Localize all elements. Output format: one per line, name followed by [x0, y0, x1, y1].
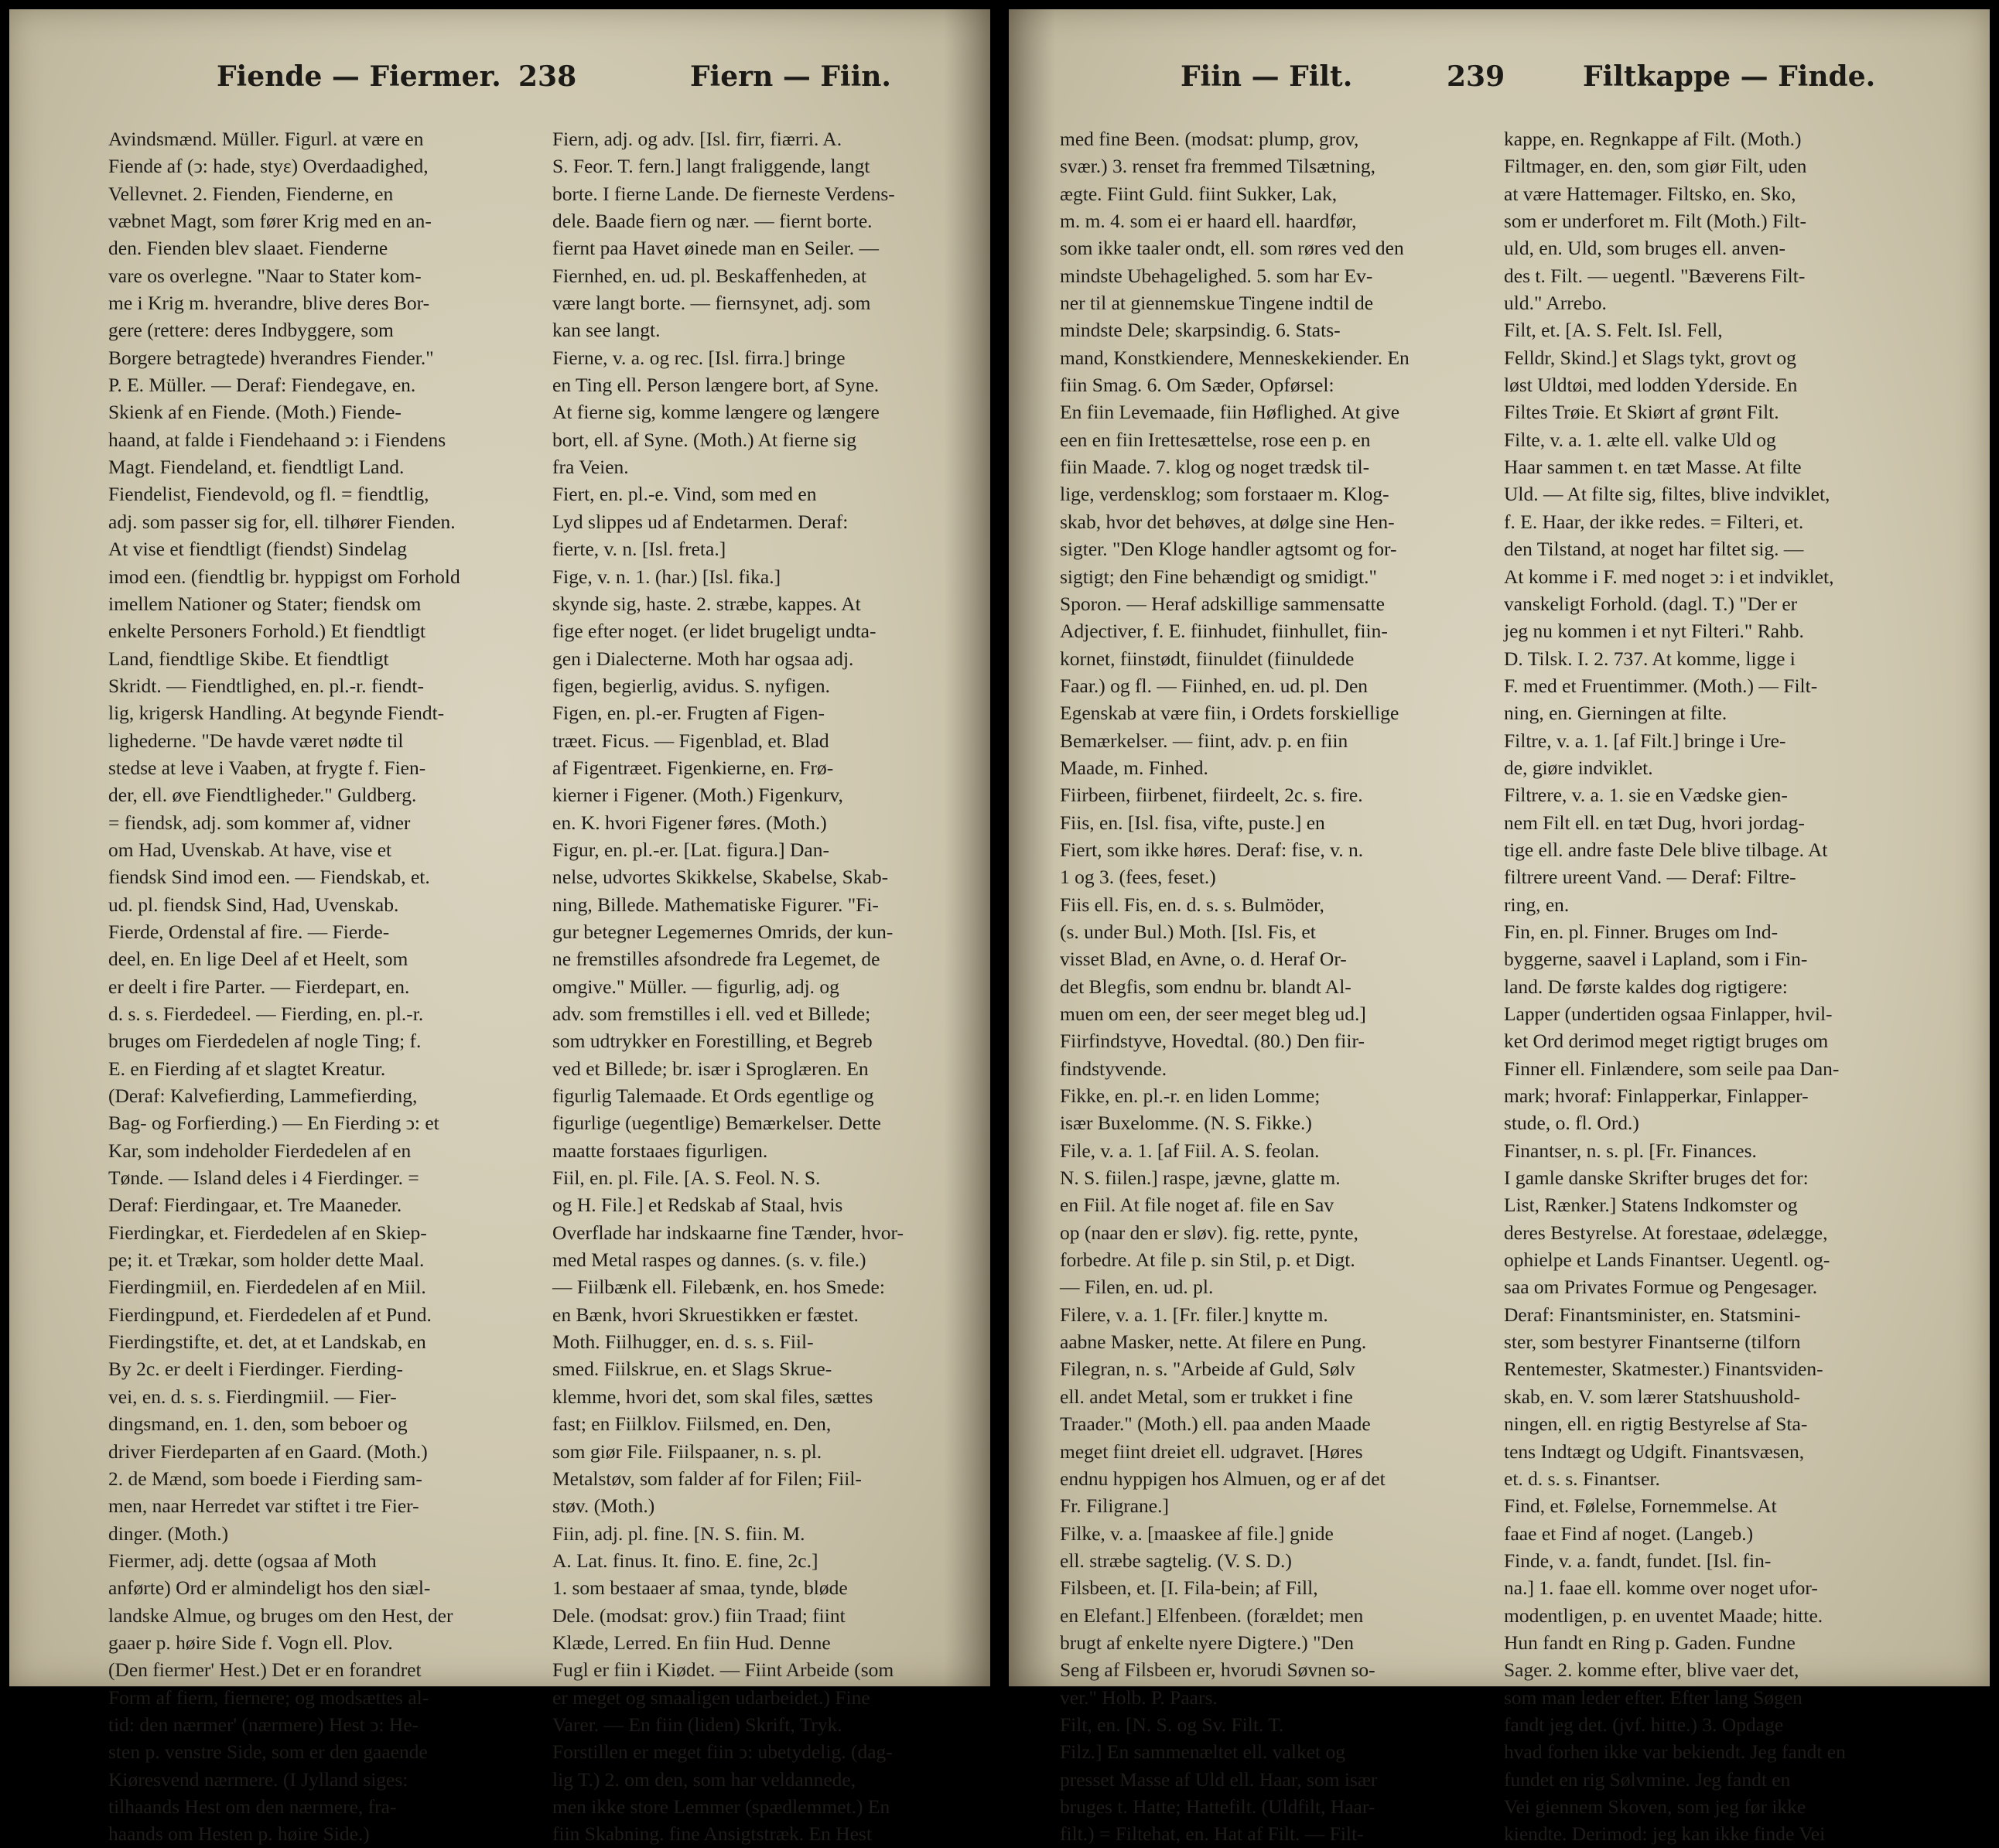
text-line: Fiende af (ↄ: hade, styε) Overdaadighed, — [108, 155, 429, 178]
text-line: = fiendsk, adj. som kommer af, vidner — [108, 811, 411, 834]
text-line: Land, fiendtlige Skibe. Et fiendtligt — [108, 647, 389, 670]
text-line: figurlige (uegentlige) Bemærkelser. Dette — [552, 1112, 881, 1135]
text-line: tilhaands Hest om den nærmere, fra- — [108, 1795, 397, 1818]
text-line: faae et Find af noget. (Langeb.) — [1504, 1522, 1754, 1545]
text-line: driver Fierdeparten af en Gaard. (Moth.) — [108, 1440, 428, 1463]
text-line: Filke, v. a. [maaskee af file.] gnide — [1060, 1522, 1334, 1545]
text-line: støv. (Moth.) — [552, 1494, 655, 1518]
text-line: At vise et fiendtligt (fiendst) Sindelag — [108, 538, 407, 561]
text-line: skab, en. V. som lærer Statshuushold- — [1504, 1385, 1800, 1408]
text-line: visset Blad, en Avne, o. d. Heraf Or- — [1060, 948, 1347, 971]
text-line: Traader." (Moth.) ell. paa anden Maade — [1060, 1412, 1371, 1436]
text-line: forbedre. At file p. sin Stil, p. et Digt. — [1060, 1249, 1355, 1272]
text-line: ring, en. — [1504, 893, 1570, 916]
text-column-2 — [1504, 125, 1942, 1848]
text-line: Haar sammen t. en tæt Masse. At filte — [1504, 456, 1802, 479]
text-line: landske Almue, og bruges om den Hest, der — [108, 1604, 453, 1627]
text-line: Bemærkelser. — fiint, adv. p. en fiin — [1060, 729, 1348, 752]
text-line: fast; en Fiilklov. Fiilsmed, en. Den, — [552, 1412, 832, 1436]
text-line: med fine Been. (modsat: plump, grov, — [1060, 128, 1359, 150]
text-line: findstyvende. — [1060, 1057, 1167, 1080]
text-line: løst Uldtøi, med lodden Yderside. En — [1504, 374, 1798, 397]
text-line: tens Indtægt og Udgift. Finantsvæsen, — [1504, 1440, 1805, 1463]
left-page — [9, 9, 990, 1846]
text-line: om Had, Uvenskab. At have, vise et — [108, 838, 392, 861]
text-line: Fierdingpund, et. Fierdedelen af et Pund. — [108, 1303, 432, 1326]
text-line: Filere, v. a. 1. [Fr. filer.] knytte m. — [1060, 1303, 1328, 1326]
text-line: ell. stræbe sagtelig. (V. S. D.) — [1060, 1549, 1292, 1572]
text-line: anførte) Ord er almindeligt hos den siæl- — [108, 1576, 431, 1600]
header-right-guide-words: Fiern — Fiin. — [690, 60, 891, 93]
text-line: ne fremstilles afsondrede fra Legemet, de — [552, 948, 880, 971]
text-line: na.] 1. faae ell. komme over noget ufor- — [1504, 1576, 1818, 1600]
text-line: Egenskab at være fiin, i Ordets forskiellige — [1060, 702, 1399, 725]
text-line: Filz.] En sammenæltet ell. valket og — [1060, 1740, 1345, 1764]
text-line: som udtrykker en Forestilling, et Begreb — [552, 1030, 873, 1053]
text-line: sigtigt; den Fine behændigt og smidigt." — [1060, 565, 1377, 588]
text-line: een en fiin Irettesættelse, rose een p. en — [1060, 428, 1371, 451]
text-line: — Filen, en. ud. pl. — [1060, 1276, 1214, 1299]
text-line: Rentemester, Skatmester.) Finantsviden- — [1504, 1358, 1823, 1381]
text-line: land. De første kaldes dog rigtigere: — [1504, 975, 1788, 998]
text-line: Fiern, adj. og adv. [Isl. firr, fiærri. A. — [552, 128, 842, 150]
text-line: kierner i Figener. (Moth.) Figenkurv, — [552, 784, 843, 807]
text-line: Fr. Filigrane.] — [1060, 1494, 1169, 1518]
text-column-1 — [1060, 125, 1498, 1848]
text-line: lighederne. "De havde været nødte til — [108, 729, 404, 752]
text-line: Kiøresvend nærmere. (I Jylland siges: — [108, 1768, 408, 1791]
text-line: Finantser, n. s. pl. [Fr. Finances. — [1504, 1139, 1757, 1162]
text-line: især Buxelomme. (N. S. Fikke.) — [1060, 1112, 1312, 1135]
text-line: Filtmager, en. den, som giør Filt, uden — [1504, 155, 1807, 178]
text-line: skab, hvor det behøves, at dølge sine Hen- — [1060, 510, 1395, 533]
text-line: fiernt paa Havet øinede man en Seiler. — — [552, 237, 880, 260]
text-line: filtrere ureent Vand. — Deraf: Filtre- — [1504, 866, 1796, 889]
text-line: Fiis, en. [Isl. fisa, vifte, puste.] en — [1060, 811, 1325, 834]
text-line: Skridt. — Fiendtlighed, en. pl.-r. fiendt- — [108, 674, 424, 697]
text-line: op (naar den er sløv). fig. rette, pynte, — [1060, 1221, 1358, 1244]
text-line: ningen, ell. en rigtig Bestyrelse af Sta- — [1504, 1412, 1808, 1436]
text-line: ophielpe et Lands Finantser. Uegentl. og- — [1504, 1249, 1830, 1272]
text-line: kornet, fiinstødt, fiinuldet (fiinuldede — [1060, 647, 1355, 670]
text-line: endnu hyppigen hos Almuen, og er af det — [1060, 1467, 1386, 1490]
text-line: der, ell. øve Fiendtligheder." Guldberg. — [108, 784, 417, 807]
text-line: Hun fandt en Ring p. Gaden. Fundne — [1504, 1631, 1796, 1654]
text-line: Bag- og Forfierding.) — En Fierding ↄ: et — [108, 1112, 439, 1135]
text-line: den. Fienden blev slaaet. Fienderne — [108, 237, 388, 260]
text-line: Fiin, adj. pl. fine. [N. S. fiin. M. — [552, 1522, 805, 1545]
text-line: Seng af Filsbeen er, hvorudi Søvnen so- — [1060, 1658, 1375, 1682]
text-line: Fierdingstifte, et. det, at et Landskab, en — [108, 1330, 426, 1354]
text-line: nelse, udvortes Skikkelse, Skabelse, Skab- — [552, 866, 889, 889]
text-line: 1 og 3. (fees, feset.) — [1060, 866, 1216, 889]
text-line: gur betegner Legemernes Omrids, der kun- — [552, 920, 894, 943]
text-line: muen om een, der seer meget bleg ud.] — [1060, 1003, 1366, 1025]
text-line: mand, Konstkiendere, Menneskekiender. En — [1060, 346, 1410, 369]
text-line: (Deraf: Kalvefierding, Lammefierding, — [108, 1085, 418, 1108]
text-line: bruges t. Hatte; Hattefilt. (Uldfilt, Haar- — [1060, 1795, 1375, 1818]
text-line: I gamle danske Skrifter bruges det for: — [1504, 1167, 1809, 1190]
text-line: dinger. (Moth.) — [108, 1522, 229, 1545]
text-line: jeg nu kommen i et nyt Filteri." Rahb. — [1504, 620, 1804, 643]
text-column-2 — [552, 125, 990, 1848]
text-line: haand, at falde i Fiendehaand ↄ: i Fiendens — [108, 428, 446, 451]
text-line: væbnet Magt, som fører Krig med en an- — [108, 210, 432, 233]
text-line: Forstillen er meget fiin ↄ: ubetydelig. (dag- — [552, 1740, 893, 1764]
text-line: tid: den nærmer' (nærmere) Hest ↄ: He- — [108, 1713, 419, 1736]
text-line: Filegran, n. s. "Arbeide af Guld, Sølv — [1060, 1358, 1355, 1381]
text-line: Fierdingmiil, en. Fierdedelen af en Miil. — [108, 1276, 426, 1299]
text-line: ægte. Fiint Guld. fiint Sukker, Lak, — [1060, 182, 1338, 205]
text-line: saa om Privates Formue og Pengesager. — [1504, 1276, 1818, 1299]
text-line: adj. som passer sig for, ell. tilhører Fienden. — [108, 510, 456, 533]
text-line: uld." Arrebo. — [1504, 292, 1607, 315]
header-right-guide-words: Filtkappe — Finde. — [1583, 60, 1876, 93]
text-line: Figur, en. pl.-er. [Lat. figura.] Dan- — [552, 838, 829, 861]
text-line: imod een. (fiendtlig br. hyppigst om Forhold — [108, 565, 460, 588]
text-line: bruges om Fierdedelen af nogle Ting; f. — [108, 1030, 422, 1053]
page-number: 239 — [1447, 60, 1505, 93]
text-line: Dele. (modsat: grov.) fiin Traad; fiint — [552, 1604, 846, 1627]
text-line: Fikke, en. pl.-r. en liden Lomme; — [1060, 1085, 1321, 1108]
text-line: Finner ell. Finlændere, som seile paa Dan- — [1504, 1057, 1840, 1080]
text-line: Form af fiern, fiernere; og modsættes al- — [108, 1686, 429, 1709]
header-left-guide-words: Fiin — Filt. — [1181, 60, 1353, 93]
text-line: Maade, m. Finhed. — [1060, 756, 1208, 779]
text-line: hvad forhen ikke var bekiendt. Jeg fandt en — [1504, 1740, 1846, 1764]
text-line: S. Feor. T. fern.] langt fraliggende, langt — [552, 155, 870, 178]
text-line: kan see langt. — [552, 319, 661, 342]
text-line: ver." Holb. P. Paars. — [1060, 1686, 1218, 1709]
text-line: modentligen, p. en uventet Maade; hitte. — [1504, 1604, 1823, 1627]
text-line: meget fiint dreiet ell. udgravet. [Høres — [1060, 1440, 1363, 1463]
text-line: Lyd slippes ud af Endetarmen. Deraf: — [552, 510, 849, 533]
text-line: Filtrere, v. a. 1. sie en Vædske gien- — [1504, 784, 1788, 807]
text-line: P. E. Müller. — Deraf: Fiendegave, en. — [108, 374, 416, 397]
text-line: deres Bestyrelse. At forestaae, ødelægge, — [1504, 1221, 1828, 1244]
running-head — [9, 60, 990, 107]
text-line: en Elefant.] Elfenbeen. (forældet; men — [1060, 1604, 1364, 1627]
text-line: en Bænk, hvori Skruestikken er fæstet. — [552, 1303, 859, 1326]
text-line: som giør File. Fiilspaaner, n. s. pl. — [552, 1440, 822, 1463]
text-line: ket Ord derimod meget rigtigt bruges om — [1504, 1030, 1829, 1053]
text-line: Filtes Trøie. Et Skiørt af grønt Filt. — [1504, 401, 1779, 424]
text-line: Vellevnet. 2. Fienden, Fienderne, en — [108, 182, 394, 205]
text-line: mindste Dele; skarpsindig. 6. Stats- — [1060, 319, 1341, 342]
text-line: lige, verdensklog; som forstaaer m. Klog- — [1060, 483, 1389, 506]
text-line: Klæde, Lerred. En fiin Hud. Denne — [552, 1631, 831, 1654]
text-line: Fierdingkar, et. Fierdedelen af en Skiep- — [108, 1221, 427, 1244]
text-line: Fiermer, adj. dette (ogsaa af Moth — [108, 1549, 377, 1572]
text-line: Tønde. — Island deles i 4 Fierdinger. = — [108, 1167, 419, 1190]
text-line: ner til at giennemskue Tingene indtil de — [1060, 292, 1374, 315]
text-line: F. med et Fruentimmer. (Moth.) — Filt- — [1504, 674, 1818, 697]
text-line: fandt jeg det. (jvf. hitte.) 3. Opdage — [1504, 1713, 1784, 1736]
text-line: gen i Dialecterne. Moth har ogsaa adj. — [552, 647, 854, 670]
text-line: Varer. — En fiin (liden) Skrift, Tryk. — [552, 1713, 842, 1736]
text-line: lig, krigersk Handling. At begynde Fiendt- — [108, 702, 445, 725]
text-line: At fierne sig, komme længere og længere — [552, 401, 880, 424]
text-line: pe; it. et Trækar, som holder dette Maal. — [108, 1249, 425, 1272]
text-line: adv. som fremstilles i ell. ved et Billede; — [552, 1003, 871, 1025]
text-line: Felldr, Skind.] et Slags tykt, grovt og — [1504, 346, 1796, 369]
text-line: fige efter noget. (er lidet brugeligt undta- — [552, 620, 876, 643]
text-line: imellem Nationer og Stater; fiendsk om — [108, 592, 422, 615]
text-line: ell. andet Metal, som er trukket i fine — [1060, 1385, 1353, 1408]
text-line: Find, et. Følelse, Fornemmelse. At — [1504, 1494, 1777, 1518]
text-line: Deraf: Finantsminister, en. Statsmini- — [1504, 1303, 1801, 1326]
text-line: det Blegfis, som endnu br. blandt Al- — [1060, 975, 1351, 998]
text-line: aabne Masker, nette. At filere en Pung. — [1060, 1330, 1367, 1354]
text-line: maatte forstaaes figurligen. — [552, 1139, 768, 1162]
text-line: Uld. — At filte sig, filtes, blive indviklet, — [1504, 483, 1830, 506]
text-line: Lapper (undertiden ogsaa Finlapper, hvil- — [1504, 1003, 1833, 1025]
text-line: gere (rettere: deres Indbyggere, som — [108, 319, 394, 342]
text-line: nem Filt ell. en tæt Dug, hvori jordag- — [1504, 811, 1805, 834]
text-line: Fiil, en. pl. File. [A. S. Feol. N. S. — [552, 1167, 821, 1190]
text-line: 1. som bestaaer af smaa, tynde, bløde — [552, 1576, 848, 1600]
text-line: d. s. s. Fierdedeel. — Fierding, en. pl.-r. — [108, 1003, 424, 1025]
text-line: Fierde, Ordenstal af fire. — Fierde- — [108, 920, 390, 943]
text-line: haands om Hesten p. høire Side.) — [108, 1822, 370, 1846]
text-line: være langt borte. — fiernsynet, adj. som — [552, 292, 871, 315]
text-line: Overflade har indskaarne fine Tænder, hvor- — [552, 1221, 904, 1244]
text-line: Magt. Fiendeland, et. fiendtligt Land. — [108, 456, 405, 479]
text-line: Fiis ell. Fis, en. d. s. s. Bulmöder, — [1060, 893, 1324, 916]
text-line: (s. under Bul.) Moth. [Isl. Fis, et — [1060, 920, 1316, 943]
text-line: fundet en rig Sølvmine. Jeg fandt en — [1504, 1768, 1791, 1791]
text-line: skynde sig, haste. 2. stræbe, kappes. At — [552, 592, 861, 615]
text-line: Fugl er fiin i Kiødet. — Fiint Arbeide (som — [552, 1658, 894, 1682]
text-line: Sager. 2. komme efter, blive vaer det, — [1504, 1658, 1799, 1682]
text-line: sten p. venstre Side, som er den gaaende — [108, 1740, 428, 1764]
text-line: figen, begierlig, avidus. S. nyfigen. — [552, 674, 831, 697]
text-line: svær.) 3. renset fra fremmed Tilsætning, — [1060, 155, 1375, 178]
text-line: vei, en. d. s. s. Fierdingmiil. — Fier- — [108, 1385, 397, 1408]
page-number: 238 — [518, 60, 577, 93]
text-line: fiin Skabning. fine Ansigtstræk. En Hest — [552, 1822, 872, 1846]
text-line: lig T.) 2. om den, som har veldannede, — [552, 1768, 856, 1791]
text-line: som er underforet m. Filt (Moth.) Filt- — [1504, 210, 1806, 233]
text-line: Borgere betragtede) hverandres Fiender." — [108, 346, 434, 369]
header-left-guide-words: Fiende — Fiermer. — [217, 60, 501, 93]
text-line: Filtre, v. a. 1. [af Filt.] bringe i Ure- — [1504, 729, 1786, 752]
text-line: mindste Ubehagelighed. 5. som har Ev- — [1060, 264, 1373, 287]
text-line: vare os overlegne. "Naar to Stater kom- — [108, 264, 422, 287]
text-line: Deraf: Fierdingaar, et. Tre Maaneder. — [108, 1194, 402, 1217]
text-line: de, giøre indviklet. — [1504, 756, 1653, 779]
text-line: Fiert, en. pl.-e. Vind, som med en — [552, 483, 817, 506]
text-line: presset Masse af Uld ell. Haar, som især — [1060, 1768, 1378, 1791]
text-line: me i Krig m. hverandre, blive deres Bor- — [108, 292, 430, 315]
text-line: smed. Fiilskrue, en. et Slags Skrue- — [552, 1358, 832, 1381]
text-line: Moth. Fiilhugger, en. d. s. s. Fiil- — [552, 1330, 814, 1354]
text-line: brugt af enkelte nyere Digtere.) "Den — [1060, 1631, 1354, 1654]
text-line: Filt, en. [N. S. og Sv. Filt. T. — [1060, 1713, 1284, 1736]
text-line: Filsbeen, et. [I. Fila-bein; af Fill, — [1060, 1576, 1318, 1600]
text-line: som man leder efter. Efter lang Søgen — [1504, 1686, 1803, 1709]
text-line: List, Rænker.] Statens Indkomster og — [1504, 1194, 1798, 1217]
text-line: klemme, hvori det, som skal files, sættes — [552, 1385, 873, 1408]
text-line: kiendte. Derimod: jeg kan ikke finde Vei — [1504, 1822, 1826, 1846]
text-line: et. d. s. s. Finantser. — [1504, 1467, 1660, 1490]
text-line: Fiirbeen, fiirbenet, fiirdeelt, 2c. s. fire. — [1060, 784, 1363, 807]
text-line: Sporon. — Heraf adskillige sammensatte — [1060, 592, 1385, 615]
text-line: fra Veien. — [552, 456, 629, 479]
text-line: ud. pl. fiendsk Sind, Had, Uvenskab. — [108, 893, 399, 916]
text-line: at være Hattemager. Filtsko, en. Sko, — [1504, 182, 1796, 205]
text-line: gaaer p. høire Side f. Vogn ell. Plov. — [108, 1631, 393, 1654]
text-line: Faar.) og fl. — Fiinhed, en. ud. pl. Den — [1060, 674, 1369, 697]
text-line: ning, en. Gierningen at filte. — [1504, 702, 1727, 725]
text-line: E. en Fierding af et slagtet Kreatur. — [108, 1057, 386, 1080]
text-line: Figen, en. pl.-er. Frugten af Figen- — [552, 702, 825, 725]
text-line: stude, o. fl. Ord.) — [1504, 1112, 1639, 1135]
text-line: N. S. fiilen.] raspe, jævne, glatte m. — [1060, 1167, 1341, 1190]
text-line: dingsmand, en. 1. den, som beboer og — [108, 1412, 408, 1436]
text-line: deel, en. En lige Deel af et Heelt, som — [108, 948, 408, 971]
text-line: og H. File.] et Redskab af Staal, hvis — [552, 1194, 843, 1217]
text-line: byggerne, saavel i Lapland, som i Fin- — [1504, 948, 1808, 971]
text-line: des t. Filt. — uegentl. "Bæverens Filt- — [1504, 264, 1806, 287]
text-line: men, naar Herredet var stiftet i tre Fier- — [108, 1494, 419, 1518]
text-line: Fiirfindstyve, Hovedtal. (80.) Den fiir- — [1060, 1030, 1365, 1053]
text-line: D. Tilsk. I. 2. 737. At komme, ligge i — [1504, 647, 1796, 670]
text-line: Fierne, v. a. og rec. [Isl. firra.] bringe — [552, 346, 846, 369]
text-line: en. K. hvori Figener føres. (Moth.) — [552, 811, 827, 834]
text-line: Vei giennem Skoven, som jeg før ikke — [1504, 1795, 1806, 1818]
text-line: sigter. "Den Kloge handler agtsomt og for- — [1060, 538, 1397, 561]
running-head — [1009, 60, 1990, 107]
text-line: ster, som bestyrer Finantserne (tilforn — [1504, 1330, 1801, 1354]
text-line: Adjectiver, f. E. fiinhudet, fiinhullet, fiin- — [1060, 620, 1388, 643]
text-line: men ikke store Lemmer (spædlemmet.) En — [552, 1795, 890, 1818]
text-line: Fiernhed, en. ud. pl. Beskaffenheden, at — [552, 264, 866, 287]
text-line: filt.) = Filtehat, en. Hat af Filt. — Filt- — [1060, 1822, 1364, 1846]
text-line: Fiert, som ikke høres. Deraf: fise, v. n. — [1060, 838, 1364, 861]
text-line: ved et Billede; br. især i Sproglæren. En — [552, 1057, 869, 1080]
text-line: træet. Ficus. — Figenblad, et. Blad — [552, 729, 829, 752]
text-line: Kar, som indeholder Fierdedelen af en — [108, 1139, 412, 1162]
text-line: tige ell. andre faste Dele blive tilbage. At — [1504, 838, 1828, 861]
text-column-1 — [108, 125, 546, 1848]
text-line: File, v. a. 1. [af Fiil. A. S. feolan. — [1060, 1139, 1320, 1162]
text-line: mark; hvoraf: Finlapperkar, Finlapper- — [1504, 1085, 1809, 1108]
text-line: By 2c. er deelt i Fierdinger. Fierding- — [108, 1358, 403, 1381]
text-line: A. Lat. finus. It. fino. E. fine, 2c.] — [552, 1549, 818, 1572]
binding-shadow — [1009, 9, 1055, 1686]
text-line: (Den fiermer' Hest.) Det er en forandret — [108, 1658, 422, 1682]
text-line: uld, en. Uld, som bruges ell. anven- — [1504, 237, 1786, 260]
text-line: enkelte Personers Forhold.) Et fiendtligt — [108, 620, 426, 643]
text-line: af Figentræet. Figenkierne, en. Frø- — [552, 756, 834, 779]
text-line: f. E. Haar, der ikke redes. = Filteri, et. — [1504, 510, 1804, 533]
text-line: som ikke taaler ondt, ell. som røres ved den — [1060, 237, 1404, 260]
text-line: Finde, v. a. fandt, fundet. [Isl. fin- — [1504, 1549, 1772, 1572]
text-line: med Metal raspes og dannes. (s. v. file.) — [552, 1249, 866, 1272]
text-line: bort, ell. af Syne. (Moth.) At fierne sig — [552, 428, 857, 451]
text-line: figurlig Talemaade. Et Ords egentlige og — [552, 1085, 874, 1108]
text-line: fierte, v. n. [Isl. freta.] — [552, 538, 726, 561]
text-line: omgive." Müller. — figurlig, adj. og — [552, 975, 839, 998]
right-page — [1009, 9, 1990, 1846]
text-line: Filt, et. [A. S. Felt. Isl. Fell, — [1504, 319, 1723, 342]
text-line: dele. Baade fiern og nær. — fiernt borte. — [552, 210, 873, 233]
text-line: fiin Maade. 7. klog og noget trædsk til- — [1060, 456, 1370, 479]
text-line: en Fiil. At file noget af. file en Sav — [1060, 1194, 1334, 1217]
text-line: Fin, en. pl. Finner. Bruges om Ind- — [1504, 920, 1779, 943]
text-line: fiin Smag. 6. Om Sæder, Opførsel: — [1060, 374, 1334, 397]
text-line: — Fiilbænk ell. Filebænk, en. hos Smede: — [552, 1276, 885, 1299]
text-line: borte. I fierne Lande. De fierneste Verdens- — [552, 182, 895, 205]
text-line: Fiendelist, Fiendevold, og fl. = fiendtlig, — [108, 483, 429, 506]
text-line: vanskeligt Forhold. (dagl. T.) "Der er — [1504, 592, 1798, 615]
text-line: fiendsk Sind imod een. — Fiendskab, et. — [108, 866, 430, 889]
text-line: er meget og smaaligen udarbeidet.) Fine — [552, 1686, 870, 1709]
text-line: Skienk af en Fiende. (Moth.) Fiende- — [108, 401, 402, 424]
text-line: At komme i F. med noget ↄ: i et indviklet, — [1504, 565, 1834, 588]
text-line: kappe, en. Regnkappe af Filt. (Moth.) — [1504, 128, 1802, 150]
text-line: ning, Billede. Mathematiske Figurer. "Fi- — [552, 893, 879, 916]
text-line: 2. de Mænd, som boede i Fierding sam- — [108, 1467, 422, 1490]
text-line: Fige, v. n. 1. (har.) [Isl. fika.] — [552, 565, 781, 588]
text-line: stedse at leve i Vaaben, at frygte f. Fien- — [108, 756, 426, 779]
text-line: Avindsmænd. Müller. Figurl. at være en — [108, 128, 424, 150]
text-line: Filte, v. a. 1. ælte ell. valke Uld og — [1504, 428, 1776, 451]
text-line: den Tilstand, at noget har filtet sig. — — [1504, 538, 1804, 561]
text-line: er deelt i fire Parter. — Fierdepart, en. — [108, 975, 410, 998]
text-line: En fiin Levemaade, fiin Høflighed. At give — [1060, 401, 1400, 424]
text-line: Metalstøv, som falder af for Filen; Fiil- — [552, 1467, 862, 1490]
text-line: en Ting ell. Person længere bort, af Syne. — [552, 374, 880, 397]
text-line: m. m. 4. som ei er haard ell. haardfør, — [1060, 210, 1357, 233]
